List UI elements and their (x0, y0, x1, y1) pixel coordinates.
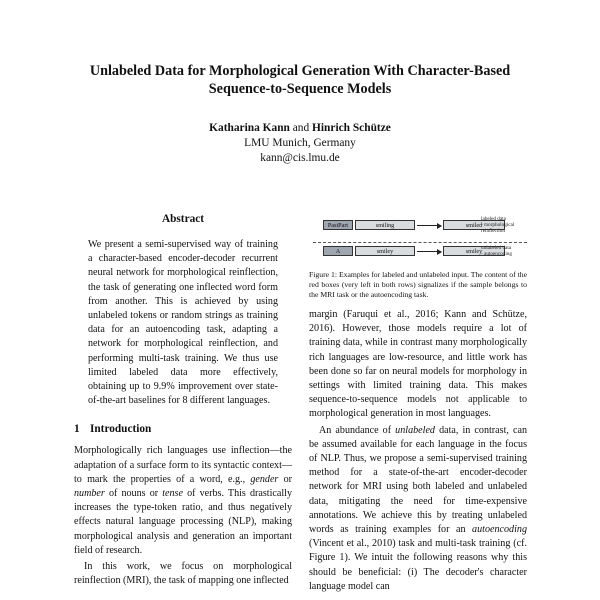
title-line-1: Unlabeled Data for Morphological Generation With Character-Based (89, 63, 511, 79)
abstract-heading: Abstract (161, 213, 205, 225)
figure-1 (309, 212, 527, 260)
intro-p1-part-a: Morphologically rich languages use inflection—the adaptation of a surface form to its syntactic context—to mark the properties of a word, e.g., (74, 445, 292, 485)
intro-paragraph-1 (74, 444, 292, 558)
intro-title: Introduction (90, 423, 152, 436)
fig-row2-arrow-icon (417, 251, 441, 252)
author-2: Hinrich Schütze (312, 122, 391, 134)
fig-row1-input-box: smiling (355, 220, 415, 230)
abstract-text: We present a semi-supervised way of training a character-based encoder-decoder recurrent neural network for morphological reinflection, the task of generating one inflected word form from another. This is achieved by using unlabeled tokens or random strings as training data for an autoencoding task, adapting a network for morphological reinflection, and performing multi-task training. We thus use limited labeled data more effectively, obtaining up to 9.9% improvement over state-of-the-art baselines for 8 different languages. (88, 239, 278, 407)
left-column (74, 212, 292, 588)
fig-row2-note-2: - autoencoding (481, 251, 512, 257)
right-paragraph-2 (309, 424, 527, 594)
paper-title (60, 62, 540, 98)
affiliation: LMU Munich, Germany (244, 137, 356, 149)
fig-row1-note (481, 216, 514, 234)
intro-paragraph-2: In this work, we focus on morphological reinflection (MRI), the task of mapping one inflected (74, 561, 292, 587)
intro-heading (74, 422, 292, 436)
fig-row1-tag-box: PastPart (323, 220, 353, 230)
fig-divider (313, 242, 527, 243)
author-names (60, 121, 540, 136)
intro-p1-part-d: of verbs. This drastically increases the type-token ratio, and thus negatively effects natural language processing (NLP), making morphological analysis and generation an important field of research. (74, 488, 292, 556)
author-block (60, 121, 540, 166)
right-p2-part-b: data, in contrast, can be assumed available for each language in the focus of NLP. Thus, we propose a semi-supervised training method for a state-of-the-art encoder-decoder network for MRI using both labeled and unlabeled data, mitigating the need for time-expensive annotations. We achieve this by treating unlabeled words as training examples for an (309, 424, 527, 536)
intro-tense: tense (162, 488, 183, 500)
fig-row1-note-2: - morphological (481, 222, 515, 228)
fig-row1-note-1: labeled data (481, 216, 506, 222)
intro-gender: gender (250, 473, 279, 485)
title-line-2: Sequence-to-Sequence Models (208, 81, 392, 97)
fig-row2-input-box: smiley (355, 246, 415, 256)
fig-row2-output-box: smiley (443, 246, 505, 256)
author-1: Katharina Kann (209, 122, 290, 134)
fig-row2-note (481, 245, 512, 257)
fig-row2-tag-box: A (323, 246, 353, 256)
right-paragraph-1: margin (Faruqui et al., 2016; Kann and Schütze, 2016). However, those models require a lot of training data, while in contrast many morphologically rich languages are low-resource, and little work has been done so far on neural models for morphology in settings with limited training data. This makes sequence-to-sequence models not applicable to morphological generation in most languages. (309, 309, 527, 420)
figure-1-caption: Figure 1: Examples for labeled and unlabeled input. The content of the red boxes (very left in both rows) signalizes if the sample belongs to the MRI task or the autoencoding task. (309, 270, 527, 299)
fig-row2-note-1: unlabeled data (481, 245, 512, 251)
intro-number-word: number (74, 488, 105, 500)
right-unlabeled: unlabeled (395, 424, 435, 436)
fig-row1-arrow-icon (417, 225, 441, 226)
right-autoencoding: autoencoding (472, 524, 527, 536)
right-p2-part-a: An abundance of (319, 424, 396, 436)
right-p2-part-c: (Vincent et al., 2010) task and multi-task training (cf. Figure 1). We intuit the following reasons why this should be beneficial: (i) The decoder's character language model can (309, 538, 527, 592)
fig-row1-note-3: reinflection (481, 228, 505, 234)
intro-p1-part-b: or (278, 473, 292, 485)
email: kann@cis.lmu.de (260, 152, 340, 164)
author-and: and (292, 122, 310, 134)
intro-number: 1 (74, 423, 80, 436)
right-column (309, 212, 527, 594)
fig-row1-output-box: smiled (443, 220, 505, 230)
intro-p1-part-c: of nouns or (104, 488, 163, 500)
